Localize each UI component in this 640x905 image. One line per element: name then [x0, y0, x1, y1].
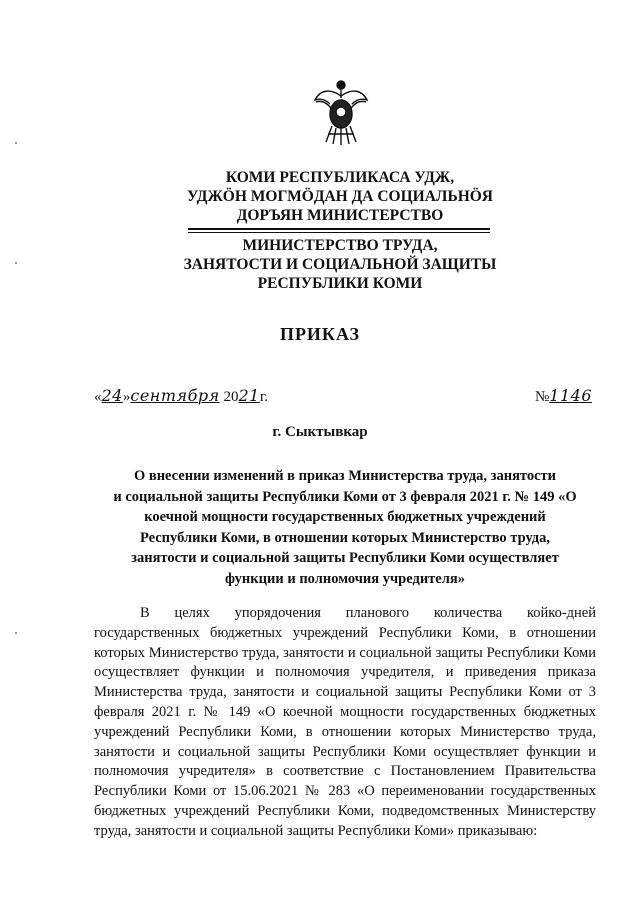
scan-margin-mark [15, 142, 17, 144]
number-value: 1146 [549, 386, 592, 405]
komi-coat-of-arms-icon [312, 78, 370, 146]
header-komi-line: КОМИ РЕСПУБЛИКАСА УДЖ, [225, 169, 455, 186]
scan-margin-mark [15, 632, 17, 634]
subject-line: и социальной защиты Республики Коми от 3 февраля 2021 г. № 149 «О [113, 488, 577, 505]
header-komi-line: ДОРЪЯН МИНИСТЕРСТВО [236, 207, 444, 224]
header-komi-line: УДЖÖН МОГМÖДАН ДА СОЦИАЛЬНÖЯ [187, 188, 493, 205]
document-date [94, 386, 268, 406]
document-subject [95, 466, 595, 589]
document-city: г. Сыктывкар [272, 424, 368, 440]
document-number [535, 386, 592, 406]
header-ru-line: МИНИСТЕРСТВО ТРУДА, [242, 237, 438, 254]
header-ru-line: ЗАНЯТОСТИ И СОЦИАЛЬНОЙ ЗАЩИТЫ [183, 256, 497, 273]
number-prefix: № [534, 389, 550, 405]
date-close-quote: » [122, 389, 131, 405]
scan-margin-mark [15, 262, 17, 264]
date-month: сентября [130, 386, 220, 405]
header-ru-name [140, 236, 540, 293]
header-divider-thick [188, 228, 490, 230]
date-year-suffix: 21 [238, 386, 260, 405]
date-year-prefix: 20 [223, 389, 239, 405]
header-divider-thin [188, 232, 490, 233]
subject-line: занятости и социальной защиты Республики Коми осуществляет [131, 550, 559, 566]
subject-line: коечной мощности государственных бюджетных учреждений [144, 509, 546, 525]
document-body-paragraph: В целях упорядочения планового количества койко-дней государственных бюджетных учреждений Республики Коми, в отношении которых Министерство труда, занятости и социальной защиты Республики Коми осуществляет функции и полномочия учредителя, и приведения приказа Министерства труда, занятости и социальной защиты Республики Коми от 3 февраля 2021 г. № 149 «О коечной мощности государственных бюджетных учреждений Республики Коми, в отношении которых Министерство труда, занятости и социальной защиты Республики Коми осуществляет функции и полномочия учредителя» в соответствие с Постановлением Правительства Республики Коми от 15.06.2021 № 283 «О переименовании государственных бюджетных учреждений Республики Коми, подведомственных Министерству труда, занятости и социальной защиты Республики Коми» приказываю: [94, 605, 596, 839]
subject-line: Республики Коми, в отношении которых Министерство труда, [139, 529, 551, 546]
date-day: 24 [101, 386, 123, 405]
header-ru-line: РЕСПУБЛИКИ КОМИ [257, 275, 423, 292]
header-komi-name [140, 168, 540, 225]
subject-line: О внесении изменений в приказ Министерства труда, занятости [133, 468, 557, 484]
subject-line: функции и полномочия учредителя» [225, 570, 465, 587]
document-title: ПРИКАЗ [279, 324, 361, 344]
date-open-quote: « [94, 389, 102, 405]
date-year-unit: г. [259, 389, 269, 405]
